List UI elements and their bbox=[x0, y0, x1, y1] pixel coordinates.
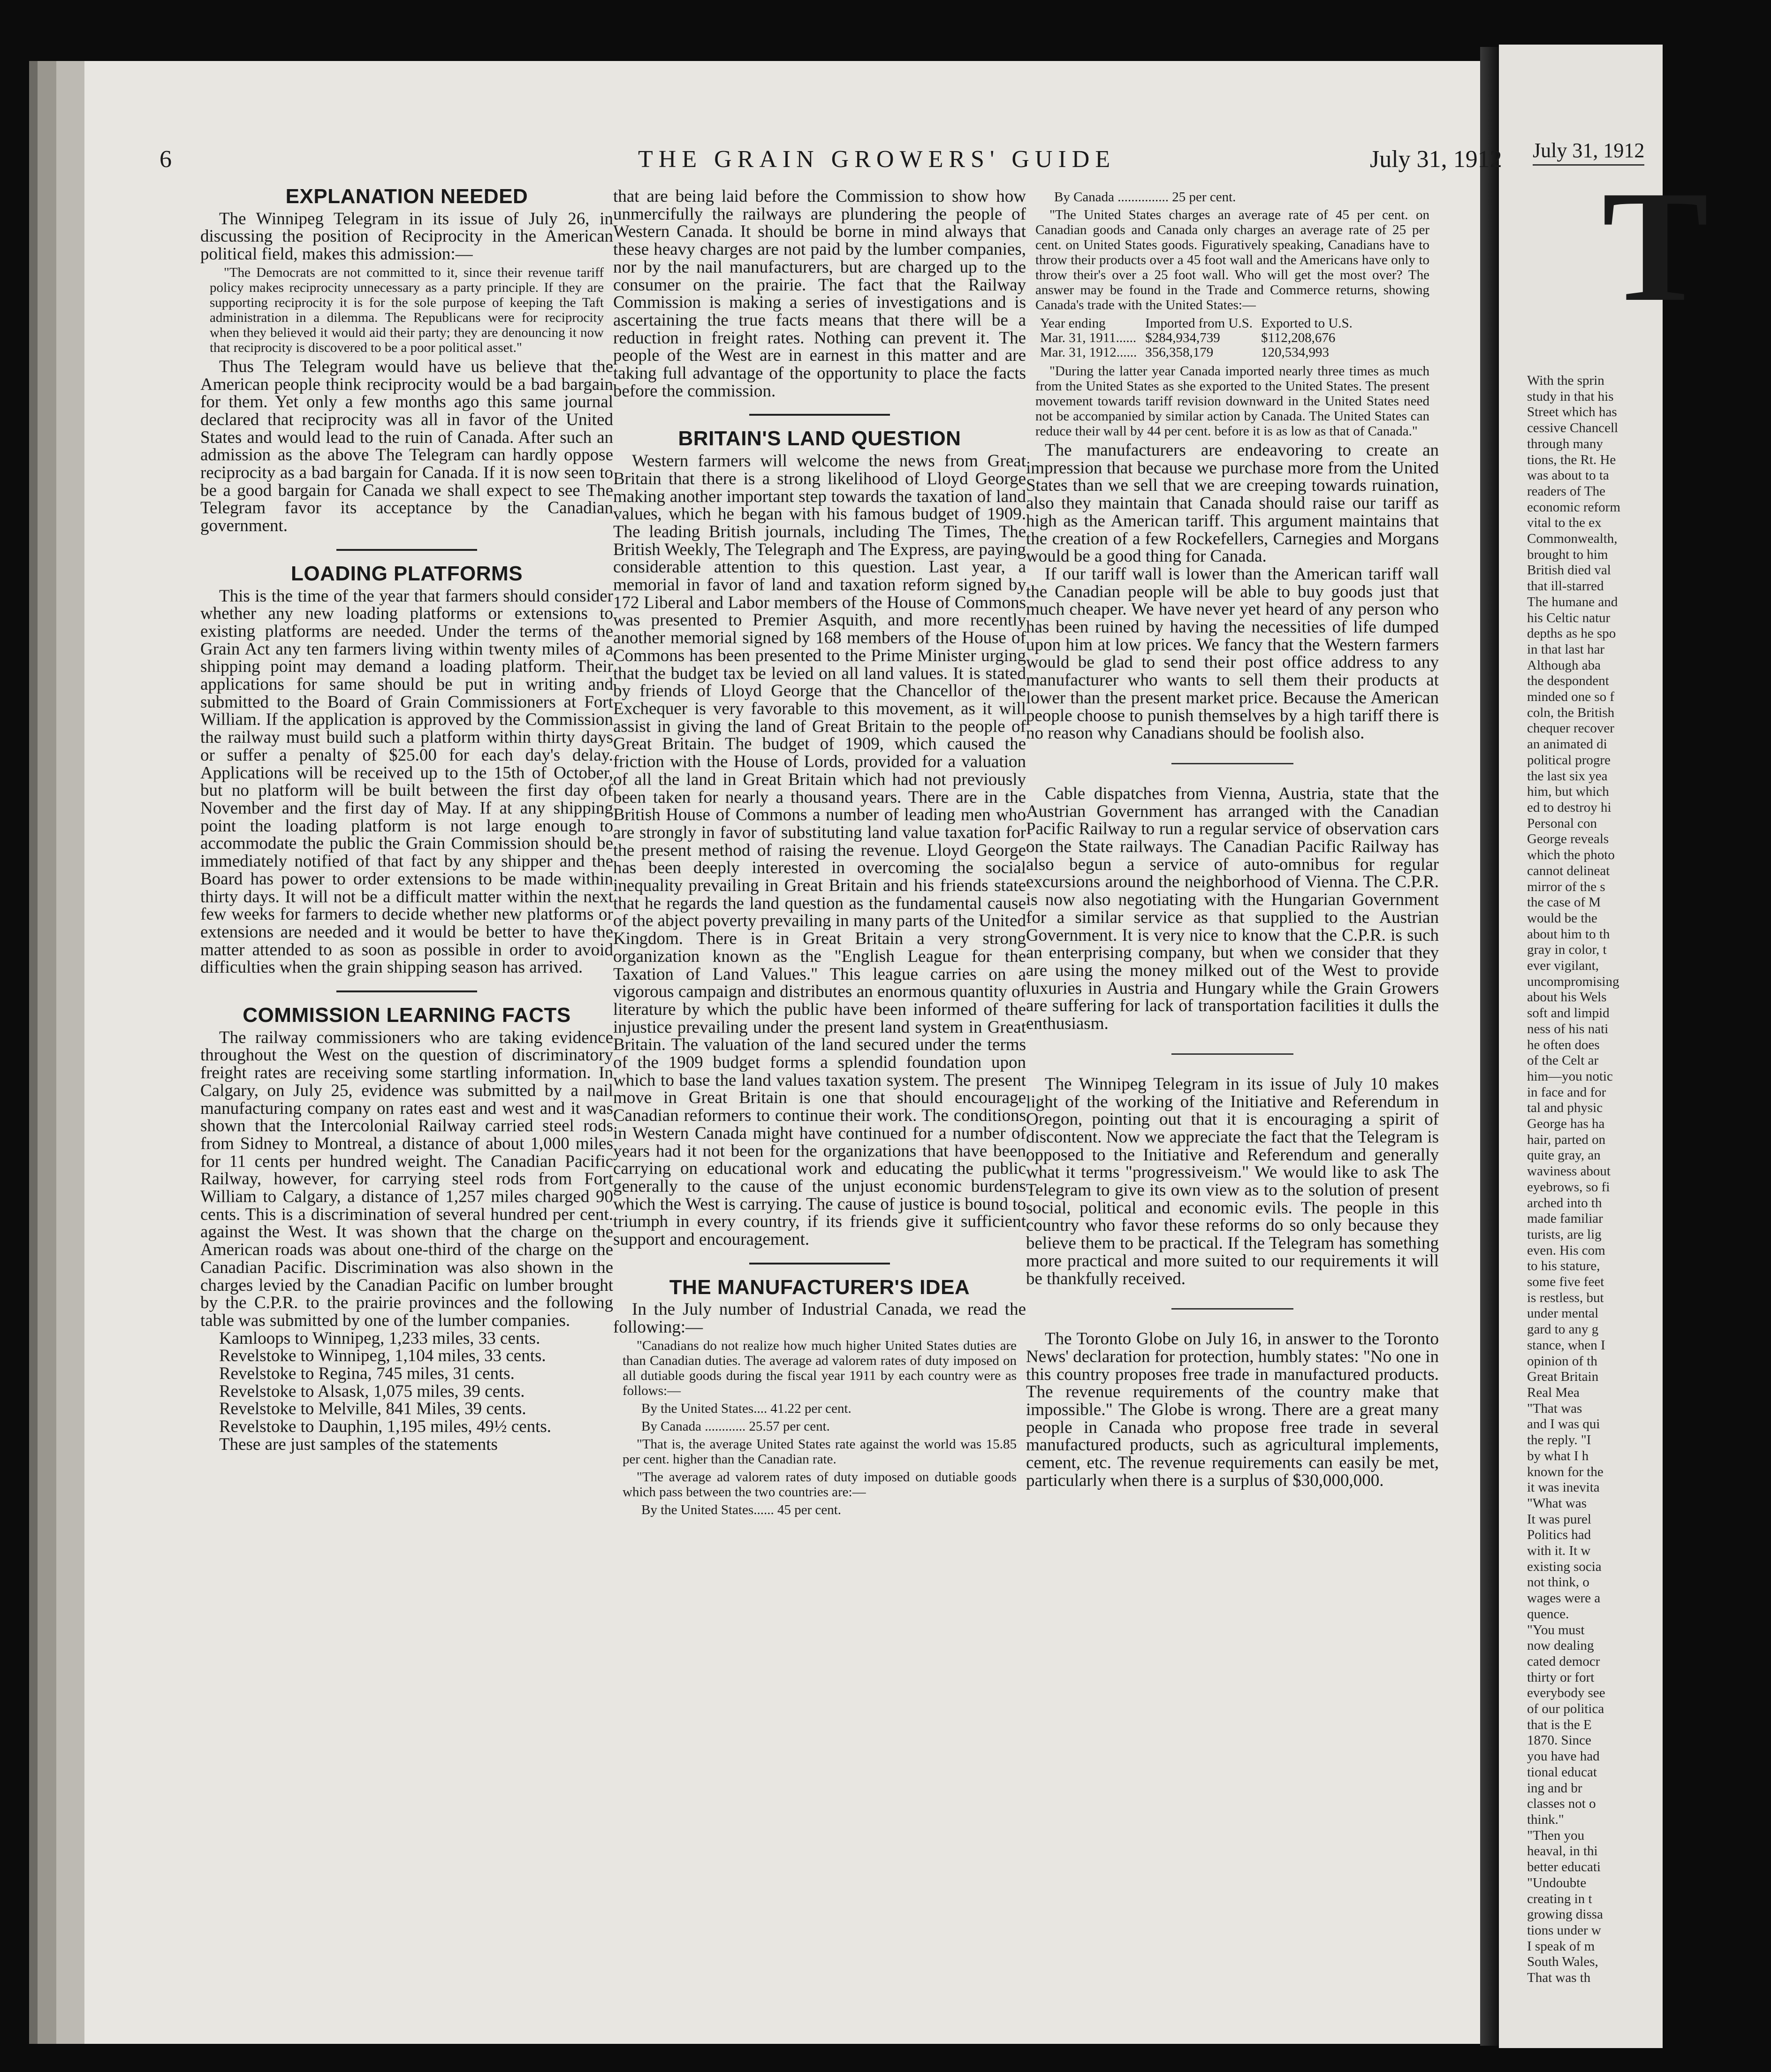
manufacturer-quote-5: "During the latter year Canada imported nearly three times as much from the United States as she exported to the United States. The present movement towards tariff revision downward in the United States need not be accompanied by similar action by Canada. The United States can reduce their wall by 44 per cent. before it is as low as that of Canada." bbox=[1035, 364, 1429, 439]
table-cell: Mar. 31, 1912...... bbox=[1040, 345, 1137, 360]
section-divider bbox=[336, 990, 477, 992]
land-body: Western farmers will welcome the news from Great Britain that there is a strong likelihood of Lloyd George making another important step towards the taxation of land values, which he began with his famous budget of 1909. The leading British journals, including The Times, The British Weekly, The Telegraph and The Express, are paying considerable attention to this question. Last year, a memorial in favor of land and taxation reform signed by 172 Liberal and Labor members of the House of Commons was presented to Premier Asquith, and more recently another memorial signed by 168 members of the House of Commons has been presented to the Prime Minister urging that the budget tax be levied on all land values. It is stated by friends of Lloyd George that the Chancellor of the Exchequer is very favorable to this movement, as it will assist in giving the land of Great Britain to the people of Great Britain. The budget of 1909, which caused the friction with the House of Lords, provided for a valuation of all the land in Great Britain which had not previously been taken for nearly a thousand years. There are in the British House of Commons a number of leading men who are strongly in favor of substituting land value taxation for the present method of raising the revenue. Lloyd George has been deeply interested in overcoming the social inequality prevailing in Great Britain and his friends state that he regards the land question as the fundamental cause of the abject poverty prevailing in many parts of the United Kingdom. There is in Great Britain a very strong organization known as the "English League for the Taxation of Land Values." This league carries on a vigorous campaign and distributes an enormous quantity of literature by which the public have been informed of the injustice prevailing under the present land system in Great Britain. The valuation of the land secured under the terms of the 1909 budget forms a splendid foundation upon which to base the land values taxation system. The present move in Great Britain is one that should encourage Canadian reformers to continue their work. The conditions in Western Canada might have continued for a number of years had it not been for the organizations that have been carrying on educational work and educating the public generally to the cause of the unjust economic burdens which the West is carrying. The cause of justice is bound to triumph in every country, if its friends give it sufficient support and encouragement. bbox=[613, 451, 1026, 1249]
table-cell: Mar. 31, 1911...... bbox=[1040, 330, 1137, 345]
loading-heading: LOADING PLATFORMS bbox=[290, 562, 523, 585]
initiative-paragraph: The Winnipeg Telegram in its issue of July 10 makes light of the working of the Initiative and Referendum in Oregon, pointing out that it is encouraging a spirit of discontent. Now we appreciate the fact that the Telegram is opposed to the Initiative and Referendum and generally what it terms "progressiveism." We would like to ask The Telegram to give its own view as to the solution of present social, political and economic evils. The people in this country who favor these reforms do so only because they believe them to be practical. If the Telegram has something more practical and more suited to our requirements it will be thankfully received. bbox=[1026, 1074, 1439, 1288]
table-cell: $284,934,739 bbox=[1145, 330, 1220, 345]
section-divider bbox=[1171, 1308, 1293, 1310]
manufacturer-para-2: If our tariff wall is lower than the American tariff wall the Canadian people will be able to buy goods just that much cheaper. We have never yet heard of any person who has been ruined by having the necessities of life dumped upon him at low prices. We fancy that the Western farmers would be glad to send their post office address to any manufacturer who wants to sell them their products at lower than the present market price. Because the American people choose to punish themselves by a high tariff there is no reason why Canadians should be foolish also. bbox=[1026, 564, 1439, 743]
section-divider bbox=[1171, 1053, 1293, 1055]
manufacturer-para-1: The manufacturers are endeavoring to create an impression that because we purchase more from the United States than we sell that we are creeping towards ruination, also they maintain that Canada should raise our tariff as high as the American tariff. This argument maintains that the creation of a few Rockefellers, Carnegies and Morgans would be a good thing for Canada. bbox=[1026, 441, 1439, 566]
manufacturer-quote-3: "The average ad valorem rates of duty imposed on dutiable goods which pass between the two countries are:— bbox=[623, 1469, 1017, 1500]
rate-item: Revelstoke to Melville, 841 Miles, 39 cents. bbox=[219, 1399, 526, 1419]
section-divider bbox=[336, 549, 477, 551]
rate-list bbox=[200, 1330, 613, 1436]
page-number: 6 bbox=[160, 146, 172, 173]
manufacturer-quote-2: "That is, the average United States rate against the world was 15.85 per cent. higher than the Canadian rate. bbox=[623, 1436, 1017, 1467]
rate-item: Kamloops to Winnipeg, 1,233 miles, 33 cents. bbox=[219, 1328, 540, 1348]
facing-page bbox=[1499, 45, 1709, 2048]
table-cell: 120,534,993 bbox=[1261, 345, 1329, 360]
book-spine bbox=[1480, 47, 1499, 2046]
facing-page-column: With the sprin study in that his Street which has cessive Chancell through many tions, the Rt. He was about to ta readers of The economic reform vital to the ex Commonwealth, brought to him British died val that ill-starred The humane and his Celtic natur depths as he spo in that last har Although aba the despondent minded one so f coln, the British chequer recover an animated di political progre the last six yea him, but which ed to destroy hi Personal con George reveals which the photo cannot delineat mirror of the s the case of M would be the about him to th gray in color, t ever vigilant, uncompromising about his Wels soft and limpid ness of his nati he often does of the Celt ar him—you notic in face and for tal and physic George has ha hair, parted on quite gray, an waviness about eyebrows, so fi arched into th made familiar turists, are lig even. His com to his stature, some five feet is restless, but under mental gard to any g stance, when I opinion of th Great Britain Real Mea "That was and I was qui the reply. "I by what I h known for the it was inevita "What was It was purel Politics had with it. It w existing socia not think, o wages were a quence. "You must now dealing cated democr thirty or fort everybody see of our politica that is the E 1870. Since you have had tional educat ing and br classes not o think." "Then you heaval, in thi better educati "Undoubte creating in t growing dissa tions under w I speak of m South Wales, That was th bbox=[1527, 373, 1620, 1986]
drop-cap: T bbox=[1602, 158, 1709, 335]
explanation-heading: EXPLANATION NEEDED bbox=[285, 185, 528, 208]
loading-body: This is the time of the year that farmers should consider whether any new loading platforms or extensions to existing platforms are needed. Under the terms of the Grain Act any ten farmers living within twenty miles of a shipping point may demand a loading platform. Their applications for same should be put in writing and submitted to the Board of Grain Commissioners at Fort William. If the application is approved by the Commission the railway must build such a platform within thirty days or suffer a penalty of $25.00 for each day's delay. Applications will be received up to the 15th of October, but no platform will be built between the first day of November and the first day of May. If at any shipping point the loading platform is not large enough to accommodate the public the Grain Commission should be immediately notified of that fact by any shipper and the Board has power to order extensions to be made within thirty days. It will not be a difficult matter within the next few weeks for farmers to decide whether new platforms or extensions are needed and it would be better to have the matter attended to as soon as possible in order to avoid difficulties when the grain shipping season has arrived. bbox=[200, 586, 613, 977]
rate-item: Revelstoke to Regina, 745 miles, 31 cents. bbox=[219, 1364, 515, 1384]
commission-heading: COMMISSION LEARNING FACTS bbox=[243, 1004, 571, 1027]
land-heading: BRITAIN'S LAND QUESTION bbox=[678, 427, 961, 450]
manufacturer-quote-4: "The United States charges an average rate of 45 per cent. on Canadian goods and Canada only charges an average rate of 25 per cent. on United States goods. Figuratively speaking, Canadians have to throw their products over a 45 foot wall and the Americans have only to throw their's over a 25 foot wall. Who will get the most over? The answer may be found in the Trade and Commerce returns, showing Canada's trade with the United States:— bbox=[1035, 207, 1429, 312]
rate-item: Revelstoke to Winnipeg, 1,104 miles, 33 cents. bbox=[219, 1346, 546, 1366]
rate-canada: By Canada ............ 25.57 per cent. bbox=[641, 1418, 830, 1434]
trade-table bbox=[1040, 316, 1361, 360]
globe-paragraph: The Toronto Globe on July 16, in answer to the Toronto News' declaration for protection, humbly states: "No one in this country proposes free trade in manufactured products. The revenue requirements of the country make that impossible." The Globe is wrong. There are a great many people in Canada who propose free trade in several manufactured products, such as agricultural implements, cement, etc. The revenue requirements can easily be met, particularly when there is a surplus of $30,000,000. bbox=[1026, 1329, 1439, 1490]
publication-title: THE GRAIN GROWERS' GUIDE bbox=[638, 146, 1116, 173]
rate-us-2: By the United States...... 45 per cent. bbox=[641, 1502, 842, 1517]
section-divider bbox=[749, 1263, 890, 1265]
rate-canada-2: By Canada ............... 25 per cent. bbox=[1054, 190, 1236, 205]
section-divider bbox=[1171, 763, 1293, 764]
commission-continued: that are being laid before the Commission to show how unmercifully the railways are plundering the people of Western Canada. It should be borne in mind always that these heavy charges are not paid by the lumber companies, nor by the nail manufacturers, but are charged up to the consumer on the prairie. The fact that the Railway Commission is making a series of investigations and is ascertaining the true facts means that there will be a reduction in freight rates. Nothing can prevent it. The people of the West are in earnest in this matter and are taking full advantage of the opportunity to place the facts before the commission. bbox=[613, 187, 1026, 401]
rate-item: Revelstoke to Dauphin, 1,195 miles, 49½ cents. bbox=[219, 1417, 552, 1437]
table-header: Imported from U.S. bbox=[1145, 316, 1253, 331]
column-1 bbox=[200, 185, 613, 1454]
explanation-quote: "The Democrats are not committed to it, since their revenue tariff policy makes reciprocity unnecessary as a party principle. If they are supporting reciprocity it is for the sole purpose of keeping the Taft administration in a dilemma. The Republicans were for reciprocity when they believed it would aid their party; they are denouncing it now that reciprocity is discovered to be a poor political asset." bbox=[210, 265, 604, 355]
table-cell: $112,208,676 bbox=[1261, 330, 1336, 345]
manufacturer-intro: In the July number of Industrial Canada, we read the following:— bbox=[613, 1300, 1026, 1337]
rate-item: Revelstoke to Alsask, 1,075 miles, 39 cents. bbox=[219, 1381, 525, 1401]
table-header: Exported to U.S. bbox=[1261, 316, 1353, 331]
facing-page-date: July 31, 1912 bbox=[1533, 138, 1644, 166]
issue-date: July 31, 1912 bbox=[1370, 146, 1502, 173]
section-divider bbox=[749, 414, 890, 416]
column-3 bbox=[1026, 188, 1439, 1490]
table-cell: 356,358,179 bbox=[1145, 345, 1214, 360]
column-2 bbox=[613, 188, 1026, 1520]
rate-us: By the United States.... 41.22 per cent. bbox=[641, 1401, 851, 1416]
manufacturer-heading: THE MANUFACTURER'S IDEA bbox=[669, 1275, 970, 1299]
table-row bbox=[1040, 331, 1361, 345]
table-row bbox=[1040, 345, 1361, 360]
commission-closing: These are just samples of the statements bbox=[219, 1434, 498, 1454]
page-header bbox=[84, 145, 1502, 183]
vienna-paragraph: Cable dispatches from Vienna, Austria, state that the Austrian Government has arranged with the Canadian Pacific Railway to run a regular service of observation cars on the State railways. The Canadian Pacific Railway has also begun a service of auto-omnibus for regular excursions around the neighborhood of Vienna. The C.P.R. is now also negotiating with the Hungarian Government for a similar service as that supplied to the Austrian Government. It is very nice to know that the C.P.R. is such an enterprising company, but when we consider that they are using the money milked out of the West to provide luxuries in Austria and Hungary while the Grain Growers are suffering for lack of transportation facilities it dulls the enthusiasm. bbox=[1026, 784, 1439, 1034]
explanation-intro: The Winnipeg Telegram in its issue of July 26, in discussing the position of Reciprocity in the American political field, makes this admission:— bbox=[200, 209, 613, 264]
commission-body: The railway commissioners who are taking evidence throughout the West on the question of discriminatory freight rates are receiving some startling information. In Calgary, on July 25, evidence was submitted by a nail manufacturing company on rates east and west and it was shown that the Intercolonial Railway carried steel rods from Sidney to Montreal, a distance of about 1,000 miles for 11 cents per hundred weight. The Canadian Pacific Railway, however, for carrying steel rods from Fort William to Calgary, a distance of 1,257 miles charged 90 cents. This is a discrimination of several hundred per cent. against the West. It was shown that the charge on the American roads was about one-third of the charge on the Canadian Pacific. Discrimination was also shown in the charges levied by the Canadian Pacific on lumber brought by the C.P.R. to the prairie provinces and the following table was submitted by one of the lumber companies. bbox=[200, 1028, 613, 1330]
manufacturer-quote-1: "Canadians do not realize how much higher United States duties are than Canadian duties. The average ad valorem rates of duty imposed on all dutiable goods during the fiscal year 1911 by each country were as follows:— bbox=[623, 1338, 1017, 1398]
table-header: Year ending bbox=[1040, 316, 1106, 331]
newspaper-page bbox=[84, 61, 1502, 2044]
explanation-body: Thus The Telegram would have us believe that the American people think reciprocity would be a bad bargain for them. Yet only a few months ago this same journal declared that reciprocity was all in favor of the United States and would lead to the ruin of Canada. After such an admission as the above The Telegram can hardly oppose reciprocity as a bad bargain for Canada. If it is now seen to be a good bargain for Canada we shall expect to see The Telegram favor its acceptance by the Canadian government. bbox=[200, 357, 613, 536]
